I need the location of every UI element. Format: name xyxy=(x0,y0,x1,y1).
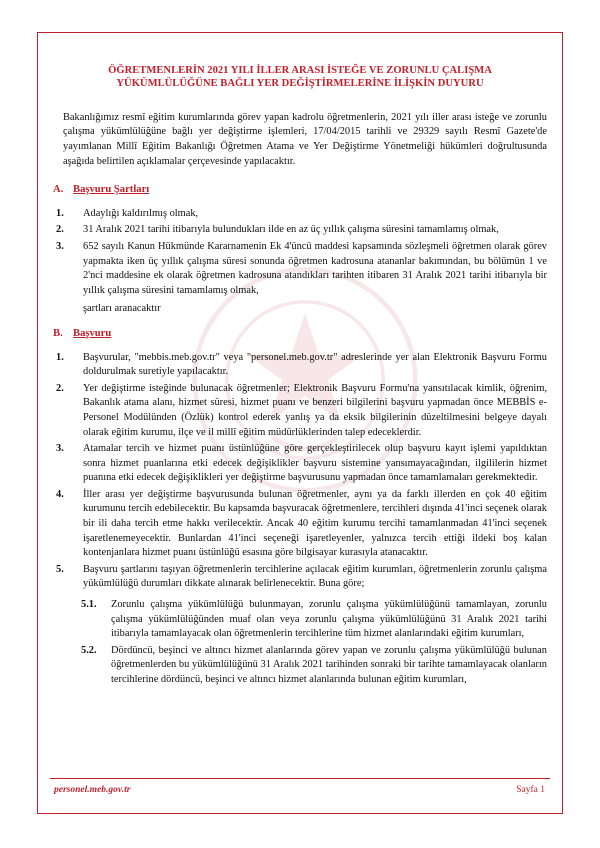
sub-item xyxy=(53,598,547,642)
sub-item-text: Zorunlu çalışma yükümlülüğü bulunmayan, zorunlu çalışma yükümlülüğünü tamamlayan, zorunlu çalışma yükümlülüğünden muaf olan veya zorunlu çalışma yükümlülüğünü 31 Aralık 2021 tarihi itibarıyla tamamlayacak olan öğretmenlerin tercihlerine tüm hizmet alanlarındaki eğitim kurumları, xyxy=(111,599,547,640)
item-text: Yer değiştirme isteğinde bulunacak öğretmenler; Elektronik Başvuru Formu'na yansıtılacak kimlik, öğrenim, Bakanlık atama alanı, hizmet süresi, hizmet puanı ve benzeri bilgilerini başvuru yapmadan önce MEBBİS e-Personel Modülünden (Özlük) kontrol ederek yanlış ya da eksik bilgilerinin düzeltilmesini belgeye dayalı olarak eğitim kurumu, ilçe ve il millî eğitim müdürlüklerinden talep edeceklerdir. xyxy=(83,382,547,438)
title-line-2: YÜKÜMLÜLÜĞÜNE BAĞLI YER DEĞİŞTİRMELERİNE İLİŞKİN DUYURU xyxy=(116,78,484,90)
item-text: İller arası yer değiştirme başvurusunda bulunan öğretmenler, aynı ya da farklı illerden en çok 40 eğitim kurumunu tercih edebilecektir. Bu kapsamda başvuracak öğretmenlere, tercihleri dışında 41'inci seçenek olarak bir ili daha tercih etme hakkı verilecektir. Ancak 40 eğitim kurumu tercihi tamamlanmadan 41'inci seçenek işaretlenemeyecektir. Bunlardan 41'inci seçeneği işaretleyenler, yalnızca tercih ettiği ildeki boş kalan kontenjanlara hizmet puanı üstünlüğü esasına göre bilgisayar kurasıyla atanacaktır. xyxy=(83,488,547,559)
footer-website-link[interactable]: personel.meb.gov.tr xyxy=(54,785,131,795)
sub-item xyxy=(53,644,547,688)
item-text: Atamalar tercih ve hizmet puanı üstünlüğüne göre gerçekleştirilecek olup başvuru kayıt işlemi yapıldıktan sonra hizmet puanlarına etki edecek değişiklikler başvuru sistemine yansımayacağından, ilgililerin hizmet puanına etki edecek değişiklikleri yer değiştirme başvurusunu yapmadan önce tamamlamaları gerekmektedir. xyxy=(83,443,547,484)
item-number: 4. xyxy=(56,488,64,500)
page-number: Sayfa 1 xyxy=(516,785,545,795)
item-text: 652 sayılı Kanun Hükmünde Kararnamenin Ek 4'üncü maddesi kapsamında sözleşmeli öğretmen olarak görev yapmakta iken üç yıllık çalışma süresi sonunda öğretmen kadrosuna atananlar bakımından, bu bölümün 1 ve 2'nci maddesine ek olarak öğretmen kadrosuna atandıkları tarihten itibaren 31 Aralık 2021 tarihi itibarıyla bir yıllık çalışma süresini tamamlamış olmak, xyxy=(83,240,547,296)
item-number: 1. xyxy=(56,351,64,363)
sub-item-number: 5.2. xyxy=(81,644,97,656)
section-b-heading xyxy=(53,327,547,342)
list-item xyxy=(53,563,547,592)
sub-item-number: 5.1. xyxy=(81,599,97,611)
section-a-heading xyxy=(53,183,547,198)
section-b-list xyxy=(53,351,547,593)
list-item xyxy=(53,442,547,486)
item-text: Başvurular, "mebbis.meb.gov.tr" veya "personel.meb.gov.tr" adreslerinde yer alan Elektronik Başvuru Formu doldurulmak suretiyle yapılacaktır. xyxy=(83,351,547,378)
item-number: 1. xyxy=(56,207,64,219)
list-item xyxy=(53,240,547,298)
list-item xyxy=(53,382,547,440)
item-number: 2. xyxy=(56,382,64,394)
section-a-list xyxy=(53,207,547,299)
item-number: 2. xyxy=(56,224,64,236)
intro-paragraph: Bakanlığımız resmî eğitim kurumlarında görev yapan kadrolu öğretmenlerin, 2021 yılı iller arası isteğe ve zorunlu çalışma yükümlülüğüne bağlı yer değiştirme işlemleri, 17/04/2015 tarihli ve 29329 sayılı Resmî Gazete'de yayımlanan Millî Eğitim Bakanlığı Öğretmen Atama ve Yer Değiştirme Yönetmeliği hükümleri doğrultusunda aşağıda belirtilen açıklamalar çerçevesinde yapılacaktır. xyxy=(63,111,547,167)
list-item xyxy=(53,488,547,561)
document-body xyxy=(53,64,547,690)
item-number: 5. xyxy=(56,563,64,575)
section-b-number: B. xyxy=(53,327,63,339)
section-a-number: A. xyxy=(53,184,64,196)
list-item xyxy=(53,207,547,222)
list-item xyxy=(53,351,547,380)
footer-divider xyxy=(50,778,550,779)
item-number: 3. xyxy=(56,240,64,252)
item-text: Başvuru şartlarını taşıyan öğretmenlerin tercihlerine açılacak eğitim kurumları, öğretmenlerin zorunlu çalışma yükümlülüğü durumları dikkate alınarak belirlenecektir. Buna göre; xyxy=(83,563,547,590)
sub-item-text: Dördüncü, beşinci ve altıncı hizmet alanlarında görev yapan ve zorunlu çalışma yükümlülüğü bulunan öğretmenlerden bu yükümlülüğünü 31 Aralık 2021 tarihinden sonraki bir tarihte tamamlayacak olanların tercihlerine dördüncü, beşinci ve altıncı hizmet alanlarında bulunan eğitim kurumları, xyxy=(111,644,547,685)
title-line-1: ÖĞRETMENLERİN 2021 YILI İLLER ARASI İSTEĞE VE ZORUNLU ÇALIŞMA xyxy=(108,65,492,76)
section-a-title: Başvuru Şartları xyxy=(73,184,150,196)
list-item xyxy=(53,223,547,238)
item-text: Adaylığı kaldırılmış olmak, xyxy=(83,207,199,219)
item-number: 3. xyxy=(56,443,64,455)
item-text: 31 Aralık 2021 tarihi itibarıyla bulundukları ilde en az üç yıllık çalışma süresini tamamlamış olmak, xyxy=(83,224,499,236)
section-b-title: Başvuru xyxy=(73,327,112,339)
section-a-suffix: şartları aranacaktır xyxy=(83,303,161,315)
document-title xyxy=(53,64,547,91)
